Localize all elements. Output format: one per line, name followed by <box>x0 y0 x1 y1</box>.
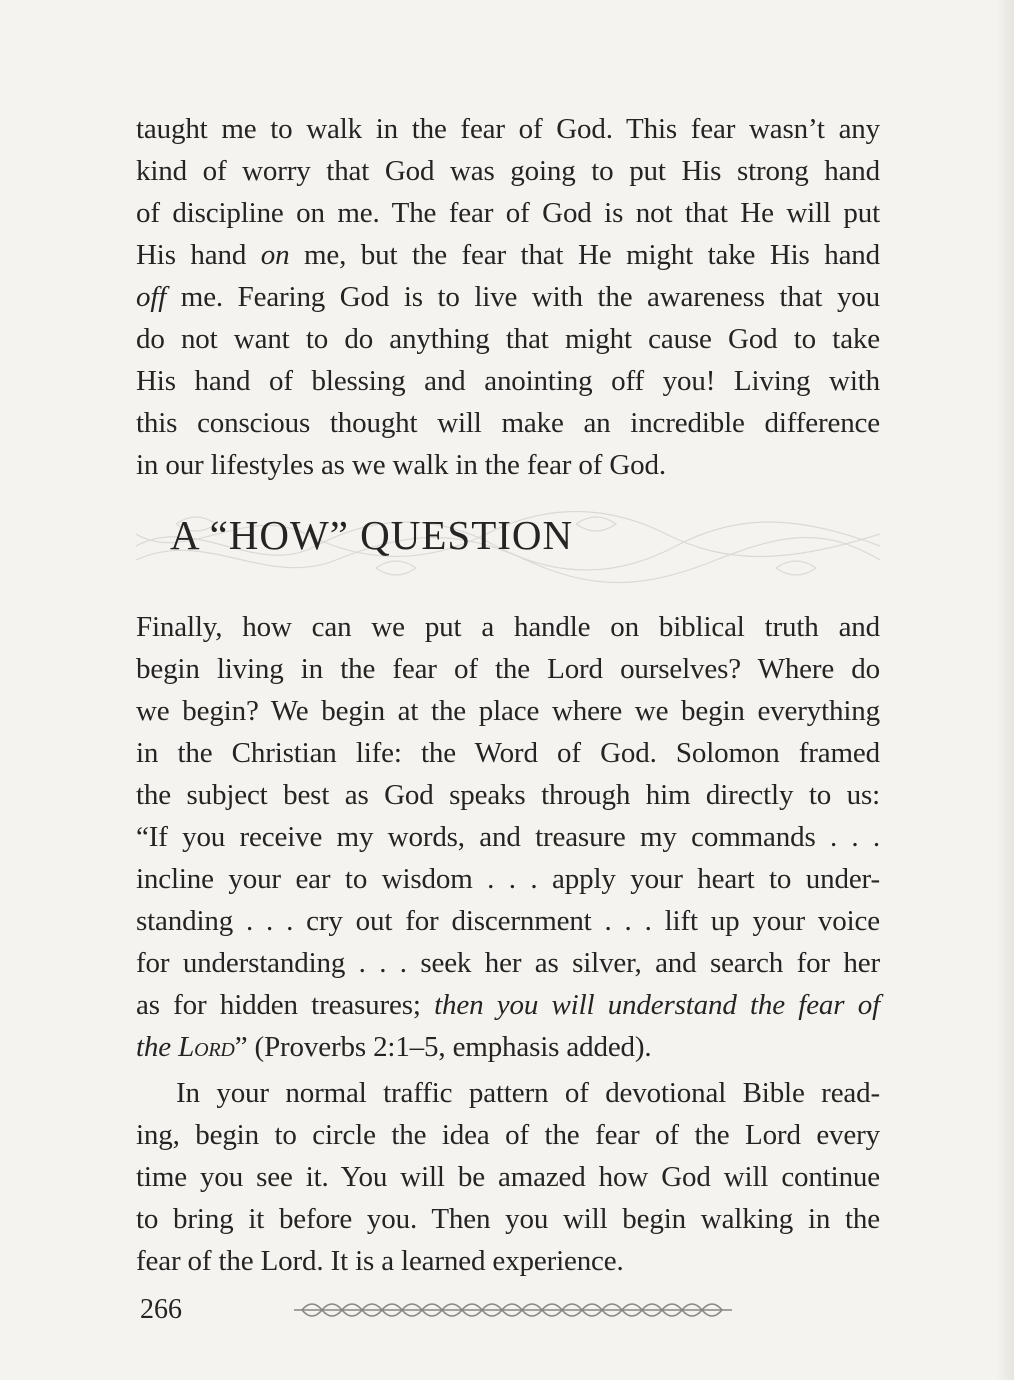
text-line: begin living in the fear of the Lord ourselves? Where do <box>136 653 880 685</box>
text-line: do not want to do anything that might cause God to take <box>136 323 880 355</box>
text-line: His hand of blessing and anointing off you! Living with <box>136 365 880 397</box>
text-run: as for hidden treasures; <box>136 989 435 1021</box>
emphasis-text: the <box>136 1031 179 1063</box>
text-line: the subject best as God speaks through him directly to us: <box>136 779 880 811</box>
text-line: ing, begin to circle the idea of the fear of the Lord every <box>136 1119 880 1151</box>
text-line: for understanding . . . seek her as silver, and search for her <box>136 947 880 979</box>
section-heading-block <box>136 486 880 606</box>
emphasis-text: then you will understand the fear of <box>434 989 880 1021</box>
text-line: standing . . . cry out for discernment . . . lift up your voice <box>136 905 880 937</box>
text-run: me. Fearing God is to live with the awareness that you <box>166 281 880 313</box>
text-line: incline your ear to wisdom . . . apply your heart to under- <box>136 863 880 895</box>
emphasis-text: off <box>136 281 167 313</box>
text-line: in the Christian life: the Word of God. Solomon framed <box>136 737 880 769</box>
page-number: 266 <box>140 1294 182 1325</box>
emphasis-text: on <box>260 239 290 271</box>
text-line <box>136 984 880 1026</box>
small-caps-text: Lord <box>178 1031 235 1063</box>
page-edge <box>996 0 1014 1380</box>
text-line: kind of worry that God was going to put His strong hand <box>136 155 880 187</box>
text-run: ” (Proverbs 2:1–5, emphasis added). <box>234 1031 652 1063</box>
text-run: His hand <box>136 239 261 271</box>
text-line: taught me to walk in the fear of God. This fear wasn’t any <box>136 113 880 145</box>
text-line: to bring it before you. Then you will begin walking in the <box>136 1203 880 1235</box>
text-line: of discipline on me. The fear of God is not that He will put <box>136 197 880 229</box>
text-line: In your normal traffic pattern of devotional Bible read- <box>176 1077 880 1109</box>
text-line: “If you receive my words, and treasure my commands . . . <box>136 821 880 853</box>
text-line <box>136 234 880 276</box>
text-line: fear of the Lord. It is a learned experience. <box>136 1245 624 1277</box>
text-line: this conscious thought will make an incredible difference <box>136 407 880 439</box>
text-run: me, but the fear that He might take His hand <box>289 239 881 271</box>
text-line: we begin? We begin at the place where we begin everything <box>136 695 880 727</box>
section-heading: A “HOW” QUESTION <box>170 512 574 558</box>
text-line <box>136 1026 880 1068</box>
text-line: Finally, how can we put a handle on biblical truth and <box>136 611 880 643</box>
text-line <box>136 276 880 318</box>
text-line: time you see it. You will be amazed how God will continue <box>136 1161 880 1193</box>
text-line: in our lifestyles as we walk in the fear of God. <box>136 449 666 481</box>
footer-ornament <box>290 1296 736 1324</box>
body-text <box>136 108 880 1282</box>
